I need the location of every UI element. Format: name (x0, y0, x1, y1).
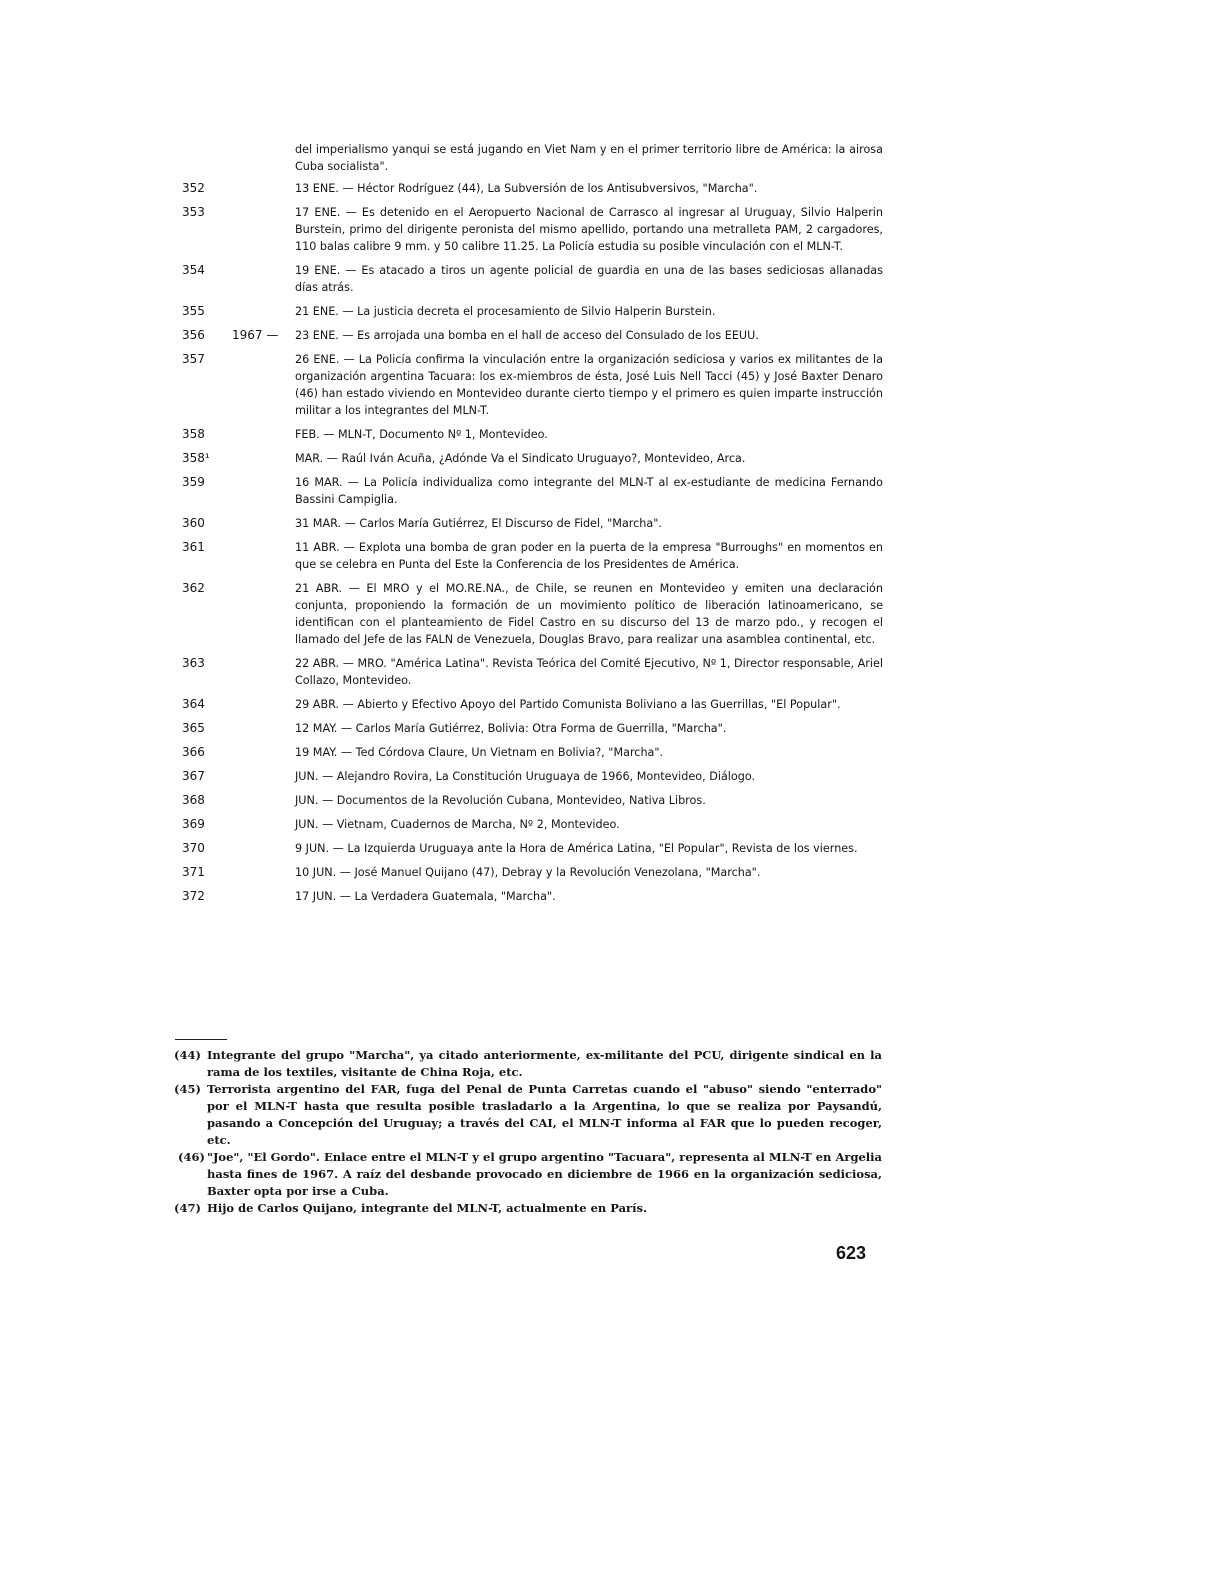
entry-text: MAR. — Raúl Iván Acuña, ¿Adónde Va el Sindicato Uruguayo?, Montevideo, Arca. (295, 452, 746, 465)
chronology-entry (0, 327, 1224, 344)
entry-number: 372 (182, 889, 205, 903)
chronology-entry (0, 888, 1224, 905)
footnote-number: (46) (178, 1150, 205, 1164)
entry-text: 13 ENE. — Héctor Rodríguez (44), La Subversión de los Antisubversivos, "Marcha". (295, 182, 758, 195)
entry-number: 358¹ (182, 451, 210, 465)
entry-number: 361 (182, 540, 205, 554)
footnote-text: Hijo de Carlos Quijano, integrante del MLN-T, actualmente en París. (207, 1201, 647, 1215)
entry-number: 368 (182, 793, 205, 807)
chronology-entry (0, 351, 1224, 419)
entry-text: 16 MAR. — La Policía individualiza como integrante del MLN-T al ex-estudiante de medicina Fernando Bassini Campiglia. (295, 476, 883, 506)
footnote-text: "Joe", "El Gordo". Enlace entre el MLN-T y el grupo argentino "Tacuara", representa al MLN-T en Argelia hasta fines de 1967. A raíz del desbande provocado en diciembre de 1966 en la organización sediciosa, Baxter opta por irse a Cuba. (207, 1150, 882, 1198)
entry-text: 9 JUN. — La Izquierda Uruguaya ante la Hora de América Latina, "El Popular", Revista de los viernes. (295, 842, 858, 855)
chronology-entry (0, 539, 1224, 573)
footnote-text: Integrante del grupo "Marcha", ya citado anteriormente, ex-militante del PCU, dirigente sindical en la rama de los textiles, visitante de China Roja, etc. (207, 1048, 882, 1079)
entry-text: 29 ABR. — Abierto y Efectivo Apoyo del Partido Comunista Boliviano a las Guerrillas, "El Popular". (295, 698, 841, 711)
entry-text: 19 ENE. — Es atacado a tiros un agente policial de guardia en una de las bases sediciosas allanadas días atrás. (295, 264, 883, 294)
entry-text: 12 MAY. — Carlos María Gutiérrez, Bolivia: Otra Forma de Guerrilla, "Marcha". (295, 722, 727, 735)
entry-number: 366 (182, 745, 205, 759)
entry-number: 367 (182, 769, 205, 783)
entry-number: 352 (182, 181, 205, 195)
entry-text: 31 MAR. — Carlos María Gutiérrez, El Discurso de Fidel, "Marcha". (295, 517, 662, 530)
entry-text: 17 JUN. — La Verdadera Guatemala, "Marcha". (295, 890, 556, 903)
chronology-entry (0, 696, 1224, 713)
entry-number: 370 (182, 841, 205, 855)
entry-text: JUN. — Alejandro Rovira, La Constitución Uruguaya de 1966, Montevideo, Diálogo. (295, 770, 756, 783)
entry-text: FEB. — MLN-T, Documento Nº 1, Montevideo. (295, 428, 548, 441)
entry-number: 354 (182, 263, 205, 277)
chronology-entry (0, 474, 1224, 508)
entry-text: 22 ABR. — MRO. "América Latina". Revista Teórica del Comité Ejecutivo, Nº 1, Director responsable, Ariel Collazo, Montevideo. (295, 657, 883, 687)
continued-paragraph: del imperialismo yanqui se está jugando en Viet Nam y en el primer territorio libre de América: la airosa Cuba socialista". (295, 143, 883, 173)
footnote (174, 1200, 882, 1217)
entry-text: 26 ENE. — La Policía confirma la vinculación entre la organización sediciosa y varios ex militantes de la organización argentina Tacuara: los ex-miembros de ésta, José Luis Nell Tacci (45) y José Baxter Denaro (46) han estado viviendo en Montevideo durante cierto tiempo y el primero es quien imparte instrucción militar a los integrantes del MLN-T. (295, 353, 883, 417)
entry-text: 21 ENE. — La justicia decreta el procesamiento de Silvio Halperin Burstein. (295, 305, 716, 318)
entry-number: 356 (182, 328, 205, 342)
entry-number: 358 (182, 427, 205, 441)
chronology-entry (0, 450, 1224, 467)
entry-number: 357 (182, 352, 205, 366)
entry-number: 363 (182, 656, 205, 670)
chronology-entry (0, 720, 1224, 737)
entry-text: 19 MAY. — Ted Córdova Claure, Un Vietnam en Bolivia?, "Marcha". (295, 746, 664, 759)
chronology-entry (0, 180, 1224, 197)
footnote-text: Terrorista argentino del FAR, fuga del Penal de Punta Carretas cuando el "abuso" siendo "enterrado" por el MLN-T hasta que resulta posible trasladarlo a la Argentina, lo que se realiza por Paysandú, pasando a Concepción del Uruguay; a través del CAI, el MLN-T informa al FAR que lo pueden recoger, etc. (207, 1082, 882, 1147)
footnotes (174, 1047, 882, 1217)
footnote-separator (175, 1039, 227, 1040)
entry-number: 364 (182, 697, 205, 711)
entry-number: 362 (182, 581, 205, 595)
entry-text: 11 ABR. — Explota una bomba de gran poder en la puerta de la empresa "Burroughs" en momentos en que se celebra en Punta del Este la Conferencia de los Presidentes de América. (295, 541, 883, 571)
footnote (174, 1149, 882, 1200)
chronology-entry (0, 792, 1224, 809)
entry-text: JUN. — Documentos de la Revolución Cubana, Montevideo, Nativa Libros. (295, 794, 706, 807)
entry-number: 365 (182, 721, 205, 735)
footnote-number: (44) (174, 1048, 201, 1062)
chronology-entry (0, 262, 1224, 296)
entry-number: 369 (182, 817, 205, 831)
chronology-entry (0, 426, 1224, 443)
entry-text: 17 ENE. — Es detenido en el Aeropuerto Nacional de Carrasco al ingresar al Uruguay, Silvio Halperin Burstein, primo del dirigente peronista del mismo apellido, portando una metralleta PAM, 2 cargadores, 110 balas calibre 9 mm. y 50 calibre 11.25. La Policía estudia su posible vinculación con el MLN-T. (295, 206, 883, 253)
entry-text: JUN. — Vietnam, Cuadernos de Marcha, Nº 2, Montevideo. (295, 818, 620, 831)
footnote-number: (45) (174, 1082, 201, 1096)
entry-number: 360 (182, 516, 205, 530)
footnote (174, 1047, 882, 1081)
footnote (174, 1081, 882, 1149)
footnote-number: (47) (174, 1201, 201, 1215)
entry-number: 359 (182, 475, 205, 489)
page-number: 623 (836, 1243, 867, 1263)
chronology-entry (0, 816, 1224, 833)
chronology-entry (0, 840, 1224, 857)
chronology-list (0, 180, 1224, 912)
chronology-entry (0, 744, 1224, 761)
entry-text: 21 ABR. — El MRO y el MO.RE.NA., de Chile, se reunen en Montevideo y emiten una declaración conjunta, proponiendo la formación de un movimiento político de liberación latinoamericano, se identifican con el planteamiento de Fidel Castro en su discurso del 13 de marzo pdo., y recogen el llamado del Jefe de las FALN de Venezuela, Douglas Bravo, para realizar una asamblea continental, etc. (295, 582, 883, 646)
entry-number: 353 (182, 205, 205, 219)
chronology-entry (0, 655, 1224, 689)
entry-text: 10 JUN. — José Manuel Quijano (47), Debray y la Revolución Venezolana, "Marcha". (295, 866, 761, 879)
chronology-entry (0, 768, 1224, 785)
chronology-entry (0, 204, 1224, 255)
chronology-entry (0, 580, 1224, 648)
entry-year: 1967 — (232, 328, 279, 342)
chronology-entry (0, 864, 1224, 881)
chronology-entry (0, 515, 1224, 532)
chronology-entry (0, 303, 1224, 320)
entry-number: 355 (182, 304, 205, 318)
entry-text: 23 ENE. — Es arrojada una bomba en el hall de acceso del Consulado de los EEUU. (295, 329, 759, 342)
entry-number: 371 (182, 865, 205, 879)
